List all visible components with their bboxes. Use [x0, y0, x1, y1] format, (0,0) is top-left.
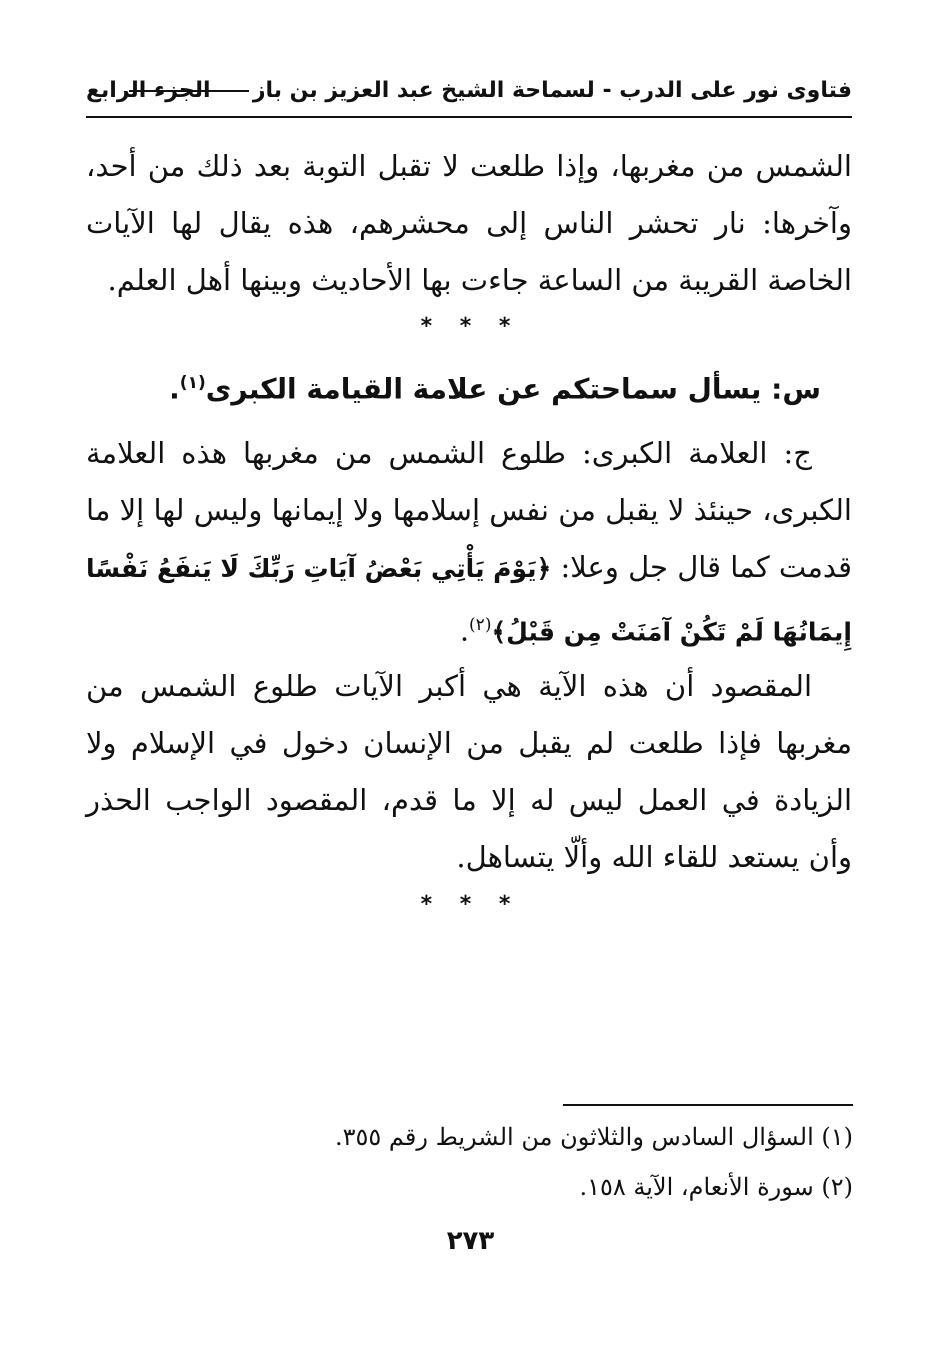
footnote-ref-1: (١)	[179, 373, 206, 393]
answer-paragraph	[86, 425, 852, 661]
paragraph-continuation: الشمس من مغربها، وإذا طلعت لا تقبل التوبة بعد ذلك من أحد، وآخرها: نار تحشر الناس إلى محشرهم، هذه يقال لها الآيات الخاصة القريبة من الساعة جاءت بها الأحاديث وبينها أهل العلم.	[86, 149, 852, 297]
footnote-2: (٢) سورة الأنعام، الآية ١٥٨.	[579, 1173, 853, 1201]
explanation-paragraph: المقصود أن هذه الآية هي أكبر الآيات طلوع الشمس من مغربها فإذا طلعت لم يقبل من الإنسان دخول في الإسلام ولا الزيادة في العمل ليس له إلا ما قدم، المقصود الواجب الحذر وأن يستعد للقاء الله وألّا يتساهل.	[86, 669, 852, 874]
book-title: فتاوى نور على الدرب - لسماحة الشيخ عبد العزيز بن باز	[252, 78, 852, 103]
question-end: .	[169, 372, 180, 406]
footnote-ref-2: (٢)	[469, 615, 492, 635]
question-text: س: يسأل سماحتكم عن علامة القيامة الكبرى	[205, 372, 821, 406]
answer-end: .	[459, 613, 470, 648]
header-divider	[86, 116, 852, 118]
answer-text: ج: العلامة الكبرى: طلوع الشمس من مغربها هذه العلامة الكبرى، حينئذ لا يقبل من نفس إسلامها ولا إيمانها وليس لها إلا ما قدمت كما قال جل وعلا:	[86, 436, 852, 584]
footnote-1: (١) السؤال السادس والثلاثون من الشريط رقم ٣٥٥.	[334, 1123, 853, 1151]
quran-verse: ﴿يَوْمَ يَأْتِي بَعْضُ آيَاتِ رَبِّكَ لَا يَنفَعُ نَفْسًا إِيمَانُهَا لَمْ تَكُنْ آمَنَتْ مِن قَبْلُ﴾	[86, 554, 852, 647]
section-separator: * * *	[420, 314, 521, 339]
volume-label: الجزء الرابع	[86, 78, 211, 103]
question-heading	[169, 355, 821, 417]
page-header	[86, 70, 852, 130]
page-number: ٢٧٣	[446, 1226, 495, 1256]
footnote-divider	[563, 1104, 853, 1106]
section-separator-end: * * *	[420, 892, 521, 917]
footnotes	[93, 1112, 853, 1212]
running-title	[129, 78, 852, 103]
